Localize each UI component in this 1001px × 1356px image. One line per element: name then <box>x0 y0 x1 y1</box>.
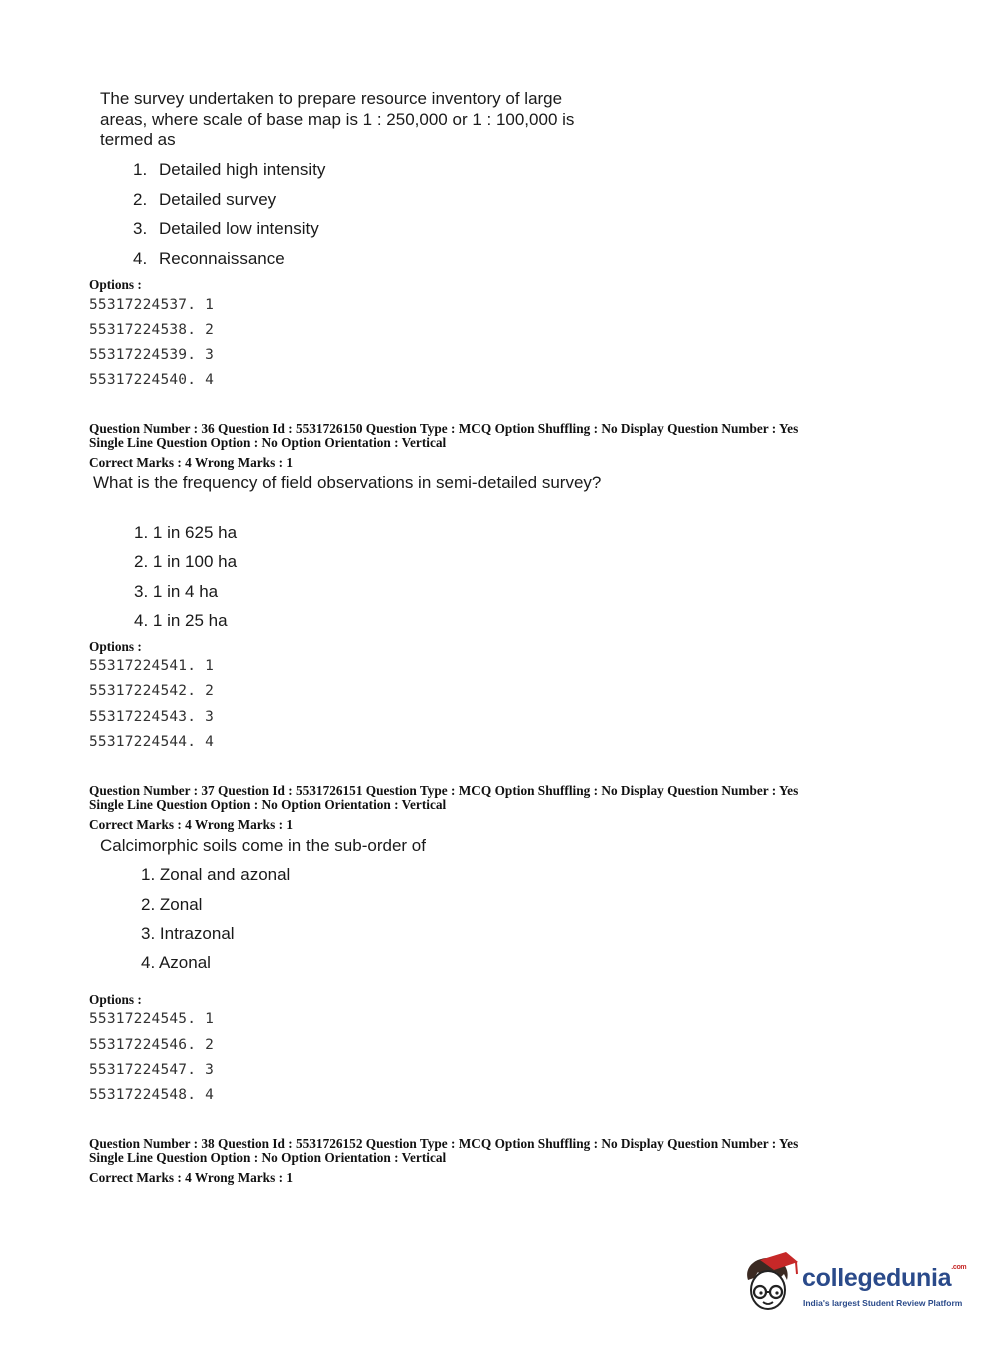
logo-suffix: .com <box>951 1264 967 1271</box>
q35-choice-3 <box>133 219 319 239</box>
q36-option-id-3: 55317224543. 3 <box>89 709 215 725</box>
q37-question-text: Calcimorphic soils come in the sub-order of <box>100 836 426 855</box>
q37-choice-4: 4. Azonal <box>141 953 211 972</box>
q35-choice-4-label: Reconnaissance <box>159 249 285 268</box>
q36-option-id-4: 55317224544. 4 <box>89 734 215 750</box>
logo-tagline: India's largest Student Review Platform <box>803 1298 963 1308</box>
q37-option-id-1: 55317224545. 1 <box>89 1011 215 1027</box>
q37-choice-2: 2. Zonal <box>141 895 203 914</box>
q38-marks: Correct Marks : 4 Wrong Marks : 1 <box>89 1170 293 1185</box>
q36-marks: Correct Marks : 4 Wrong Marks : 1 <box>89 455 293 470</box>
q37-marks: Correct Marks : 4 Wrong Marks : 1 <box>89 817 293 832</box>
q35-choice-4-number: 4. <box>133 249 148 268</box>
q37-meta-line-1: Question Number : 37 Question Id : 5531726151 Question Type : MCQ Option Shuffling : No Display Question Number : Yes <box>89 783 799 798</box>
q37-options-label: Options : <box>89 992 142 1007</box>
q36-choice-1: 1. 1 in 625 ha <box>134 523 238 542</box>
q35-choice-2-number: 2. <box>133 190 148 209</box>
q36-option-id-2: 55317224542. 2 <box>89 683 215 699</box>
q35-choice-1-number: 1. <box>133 160 148 179</box>
q37-option-id-4: 55317224548. 4 <box>89 1087 215 1103</box>
q36-choice-3: 3. 1 in 4 ha <box>134 582 219 601</box>
student-mascot-icon <box>740 1250 800 1320</box>
q36-choice-4: 4. 1 in 25 ha <box>134 611 228 630</box>
q35-choice-2 <box>133 190 276 210</box>
q35-choice-1-label: Detailed high intensity <box>159 160 326 179</box>
q35-choice-4 <box>133 249 285 269</box>
q38-meta-line-1: Question Number : 38 Question Id : 5531726152 Question Type : MCQ Option Shuffling : No Display Question Number : Yes <box>89 1136 799 1151</box>
q35-question-text: The survey undertaken to prepare resource inventory of large areas, where scale of base map is 1 : 250,000 or 1 : 100,000 is termed as <box>100 89 575 149</box>
q37-option-id-2: 55317224546. 2 <box>89 1037 215 1053</box>
q35-option-id-4: 55317224540. 4 <box>89 372 215 388</box>
q36-meta-line-1: Question Number : 36 Question Id : 5531726150 Question Type : MCQ Option Shuffling : No Display Question Number : Yes <box>89 421 799 436</box>
q35-option-id-2: 55317224538. 2 <box>89 322 215 338</box>
q37-option-id-3: 55317224547. 3 <box>89 1062 215 1078</box>
q36-options-label: Options : <box>89 639 142 654</box>
q35-choice-2-label: Detailed survey <box>159 190 277 209</box>
q37-meta-line-2: Single Line Question Option : No Option Orientation : Vertical <box>89 797 447 812</box>
logo-wordmark <box>802 1264 966 1293</box>
q36-choice-2: 2. 1 in 100 ha <box>134 552 238 571</box>
logo-name: collegedunia <box>802 1264 952 1292</box>
q36-question-text: What is the frequency of field observations in semi-detailed survey? <box>93 473 602 492</box>
q35-choice-3-label: Detailed low intensity <box>159 219 319 238</box>
q36-option-id-1: 55317224541. 1 <box>89 658 215 674</box>
q35-option-id-3: 55317224539. 3 <box>89 347 215 363</box>
q36-meta-line-2: Single Line Question Option : No Option Orientation : Vertical <box>89 435 447 450</box>
q35-option-id-1: 55317224537. 1 <box>89 297 215 313</box>
q35-options-label: Options : <box>89 277 142 292</box>
q35-choice-1 <box>133 160 325 180</box>
q37-choice-1: 1. Zonal and azonal <box>141 865 291 884</box>
q35-choice-3-number: 3. <box>133 219 148 238</box>
q38-meta-line-2: Single Line Question Option : No Option Orientation : Vertical <box>89 1150 447 1165</box>
collegedunia-logo[interactable] <box>740 1250 972 1320</box>
q37-choice-3: 3. Intrazonal <box>141 924 235 943</box>
